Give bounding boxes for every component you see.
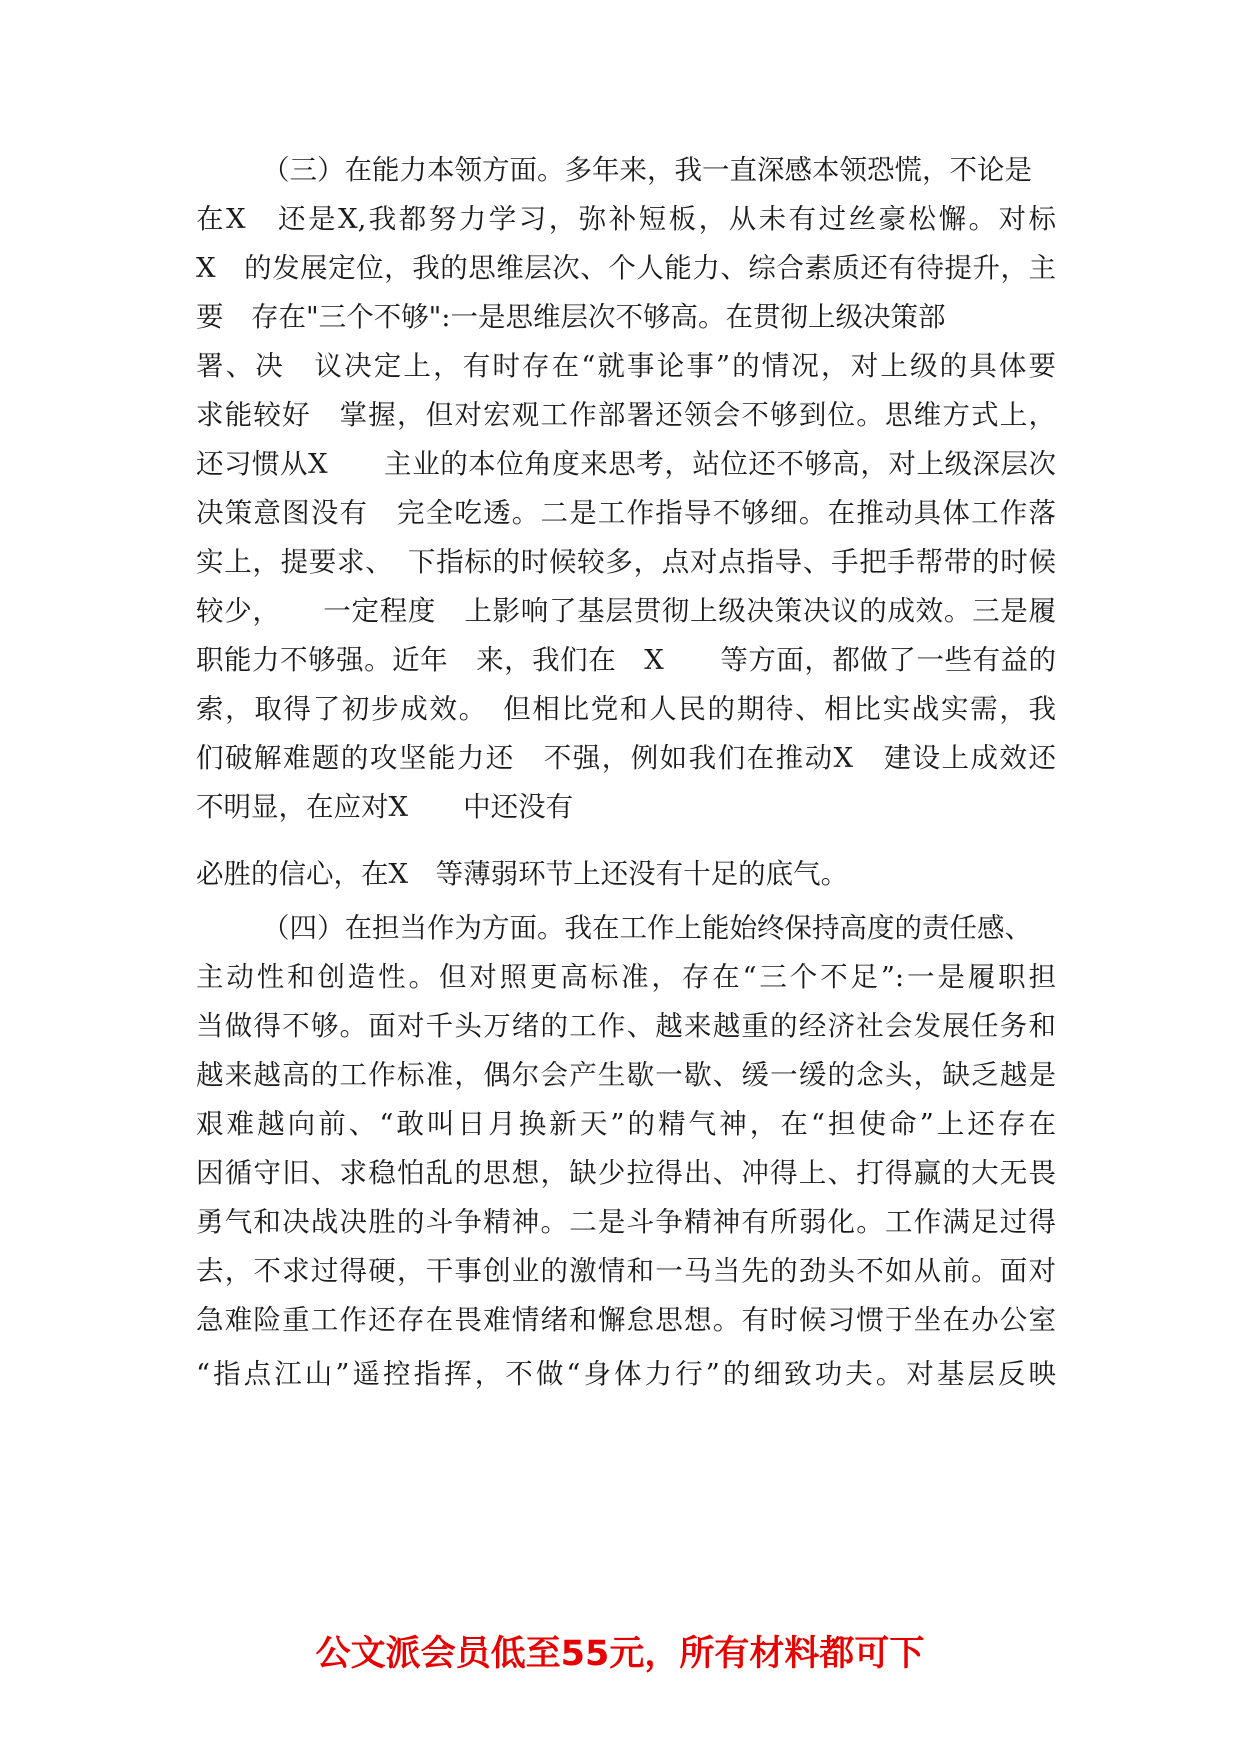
text-line: 较少， 一定程度 上影响了基层贯彻上级决策决议的成效。三是履	[196, 595, 1056, 627]
text-line: 不明显，在应对X 中还没有	[196, 791, 574, 823]
text-line: 急难险重工作还存在畏难情绪和懈怠思想。有时候习惯于坐在办公室	[196, 1304, 1056, 1336]
text-line: （三）在能力本领方面。多年来，我一直深感本领恐慌，不论是	[262, 154, 1032, 186]
text-line: 越来越高的工作标准，偶尔会产生歇一歇、缓一缓的念头，缺乏越是	[196, 1059, 1056, 1091]
text-line: 索，取得了初步成效。 但相比党和人民的期待、相比实战实需，我	[196, 693, 1056, 725]
text-line: 要 存在"三个不够":一是思维层次不够高。在贯彻上级决策部	[196, 301, 946, 333]
text-line: 主动性和创造性。但对照更高标准，存在“三个不足”:一是履职担	[196, 961, 1056, 993]
text-line: 艰难越向前、“敢叫日月换新天”的精气神，在“担使命”上还存在	[196, 1108, 1056, 1140]
text-line: （四）在担当作为方面。我在工作上能始终保持高度的责任感、	[262, 912, 1032, 944]
text-line: 署、决 议决定上，有时存在“就事论事”的情况，对上级的具体要	[196, 350, 1056, 382]
text-line: 去，不求过得硬，干事创业的激情和一马当先的劲头不如从前。面对	[196, 1255, 1056, 1287]
text-line: 必胜的信心，在X 等薄弱环节上还没有十足的底气。	[196, 858, 849, 890]
text-line: 勇气和决战决胜的斗争精神。二是斗争精神有所弱化。工作满足过得	[196, 1206, 1056, 1238]
text-line: 决策意图没有 完全吃透。二是工作指导不够细。在推动具体工作落	[196, 497, 1056, 529]
text-line: X 的发展定位，我的思维层次、个人能力、综合素质还有待提升，主	[196, 252, 1056, 284]
text-line: 求能较好 掌握，但对宏观工作部署还领会不够到位。思维方式上，	[196, 399, 1056, 431]
text-line: 因循守旧、求稳怕乱的思想，缺少拉得出、冲得上、打得赢的大无畏	[196, 1157, 1056, 1189]
text-line: 职能力不够强。近年 来，我们在 X 等方面，都做了一些有益的	[196, 644, 1056, 676]
text-line: 当做得不够。面对千头万绪的工作、越来越重的经济社会发展任务和	[196, 1010, 1056, 1042]
text-line: 在X 还是X,我都努力学习，弥补短板，从未有过丝豪松懈。对标	[196, 203, 1056, 235]
text-line: “指点江山”遥控指挥，不做“身体力行”的细致功夫。对基层反映	[196, 1358, 1056, 1390]
text-line: 们破解难题的攻坚能力还 不强，例如我们在推动X 建设上成效还	[196, 742, 1056, 774]
text-line: 还习惯从X 主业的本位角度来思考，站位还不够高，对上级深层次	[196, 448, 1056, 480]
promo-footer: 公文派会员低至55元，所有材料都可下	[315, 1634, 925, 1674]
text-line: 实上，提要求、 下指标的时候较多，点对点指导、手把手帮带的时候	[196, 546, 1056, 578]
